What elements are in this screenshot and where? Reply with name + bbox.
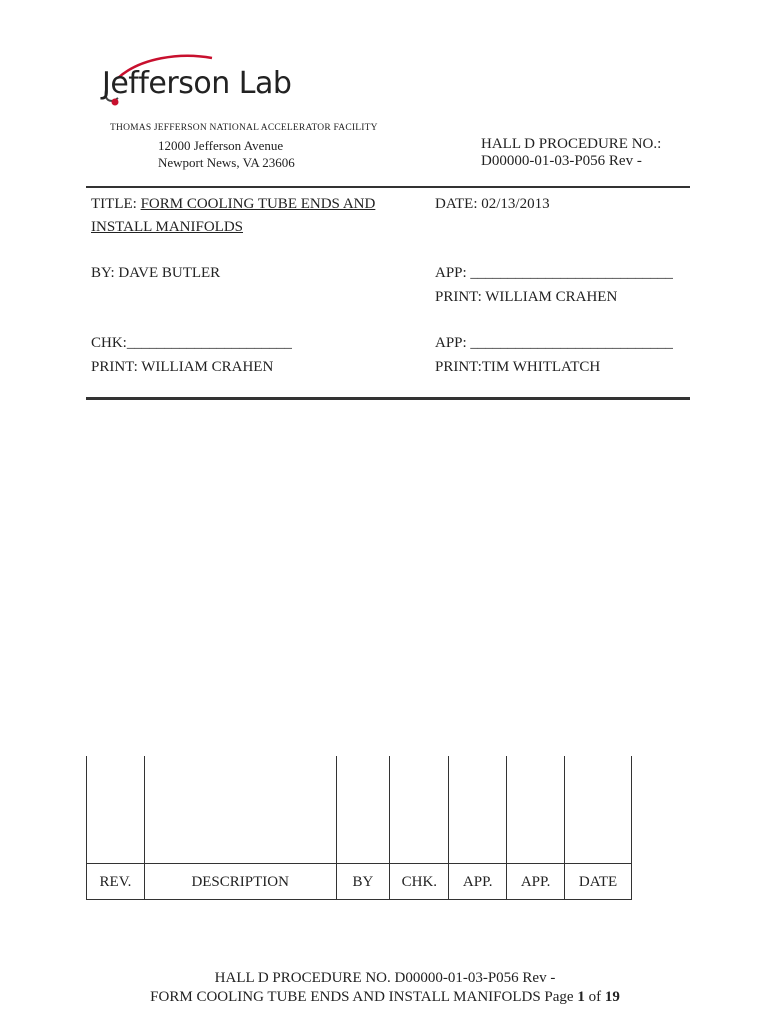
approval-print-2: PRINT:TIM WHITLATCH (435, 359, 601, 375)
title-label: TITLE: (91, 196, 137, 212)
revision-blank-row (87, 756, 632, 864)
col-header-by: BY (336, 864, 390, 900)
table-cell (87, 756, 145, 864)
procedure-label: HALL D PROCEDURE NO.: (481, 136, 662, 152)
address-line-2: Newport News, VA 23606 (158, 155, 295, 170)
col-header-rev: REV. (87, 864, 145, 900)
bottom-divider (86, 397, 690, 400)
top-divider (86, 186, 690, 188)
page-total: 19 (604, 989, 620, 1005)
footer-procedure-number: HALL D PROCEDURE NO. D00000-01-03-P056 Rev - (214, 970, 556, 986)
col-header-app-2: APP. (507, 864, 565, 900)
logo-text: Jefferson Lab (102, 66, 292, 101)
title-field (91, 196, 375, 213)
approval-signature-1: APP: ___________________________ (435, 265, 673, 281)
table-cell (336, 756, 390, 864)
col-header-description: DESCRIPTION (144, 864, 336, 900)
footer-title: FORM COOLING TUBE ENDS AND INSTALL MANIFOLDS Page (150, 989, 578, 1005)
page-current: 1 (577, 989, 585, 1005)
table-cell (390, 756, 449, 864)
facility-name: THOMAS JEFFERSON NATIONAL ACCELERATOR FACILITY (110, 123, 378, 133)
col-header-app-1: APP. (449, 864, 507, 900)
title-value-line-2: INSTALL MANIFOLDS (91, 219, 243, 235)
table-cell (507, 756, 565, 864)
table-cell (565, 756, 632, 864)
revision-table (86, 756, 632, 900)
check-print: PRINT: WILLIAM CRAHEN (91, 359, 274, 375)
col-header-date: DATE (565, 864, 632, 900)
footer-title-page (0, 989, 770, 1006)
table-cell (449, 756, 507, 864)
procedure-number: D00000-01-03-P056 Rev - (481, 153, 642, 169)
by-field: BY: DAVE BUTLER (91, 265, 221, 281)
revision-header-row (87, 864, 632, 900)
col-header-chk: CHK. (390, 864, 449, 900)
date-field: DATE: 02/13/2013 (435, 196, 550, 212)
table-cell (144, 756, 336, 864)
check-signature: CHK:______________________ (91, 335, 292, 351)
page-of: of (584, 989, 605, 1005)
jefferson-lab-logo (100, 50, 315, 112)
address-line-1: 12000 Jefferson Avenue (158, 138, 284, 153)
approval-signature-2: APP: ___________________________ (435, 335, 673, 351)
title-value-line-1: FORM COOLING TUBE ENDS AND (140, 196, 376, 212)
approval-print-1: PRINT: WILLIAM CRAHEN (435, 289, 618, 305)
